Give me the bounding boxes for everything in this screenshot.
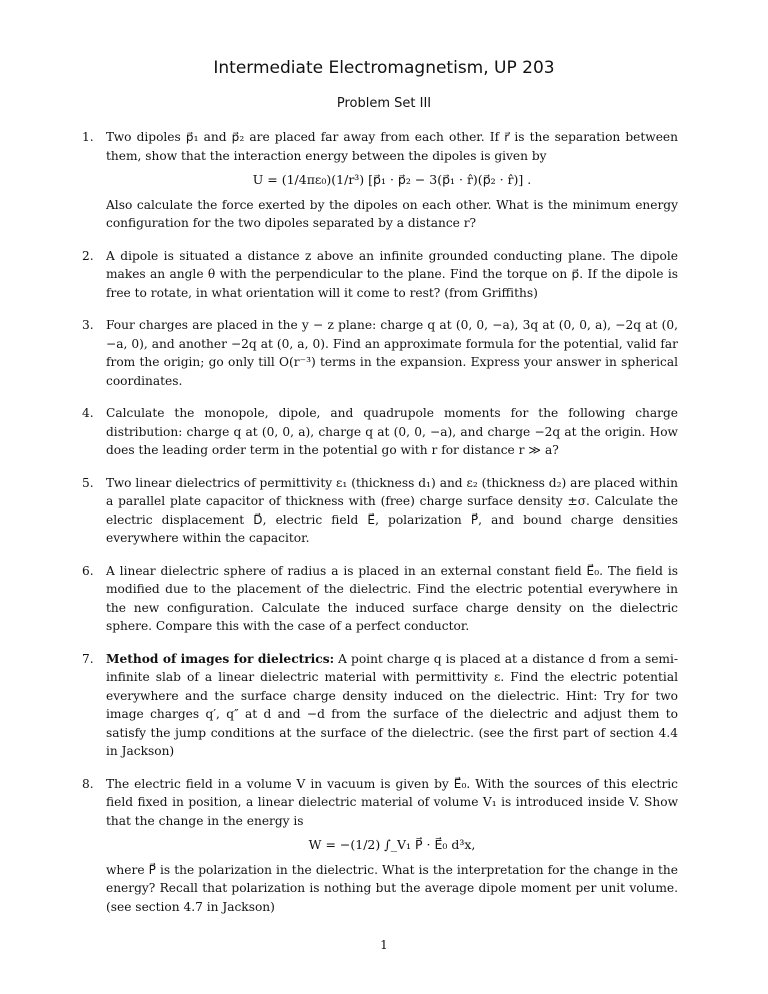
problem-text: Calculate the monopole, dipole, and quadrupole moments for the following charge distribution: charge q at (0, 0, a), charge q at (0, 0, −a), and charge −2q at the origin. How does the leading order term in the potential go with r for distance r ≫ a? (106, 406, 678, 457)
problem-7 (82, 650, 678, 761)
problem-2 (82, 247, 678, 303)
problem-text-wrapper (106, 650, 678, 761)
equation: W = −(1/2) ∫_V₁ P⃗ · E⃗₀ d³x, (308, 837, 476, 852)
problem-text: A linear dielectric sphere of radius a is placed in an external constant field E⃗₀. The field is modified due to the placement of the dielectric. Find the electric potential everywhere in the new configuration. Calculate the induced surface charge density on the dielectric sphere. Compare this with the case of a perfect conductor. (106, 563, 678, 633)
problem-6 (82, 562, 678, 636)
problem-number: 3. (82, 318, 94, 332)
problem-number: 4. (82, 406, 94, 420)
problem-text: A point charge q is placed at a distance d from a semi-infinite slab of a linear dielectric material with permittivity ε. Find the electric potential everywhere and the surface charge density induced on the dielectric. Hint: Try for two image charges q′, q″ at d and −d from the surface of the dielectric and adjust them to satisfy the jump conditions at the surface of the dielectric. (see the first part of section 4.4 in Jackson) (106, 651, 678, 758)
problem-number: 2. (82, 248, 94, 263)
problem-text: Two linear dielectrics of permittivity ε₁ (thickness d₁) and ε₂ (thickness d₂) are placed within a parallel plate capacitor of thickness with (free) charge surface density ±σ. Calculate the electric displacement D⃗, electric field E⃗, polarization P⃗, and bound charge densities everywhere within the capacitor. (106, 475, 678, 545)
problem-1 (82, 128, 678, 233)
problem-5 (82, 474, 678, 548)
problem-number: 6. (82, 563, 94, 578)
problem-4 (82, 404, 678, 460)
page-number: 1 (380, 938, 388, 952)
problem-text: Four charges are placed in the y − z plane: charge q at (0, 0, −a), 3q at (0, 0, a), −2q at (0, −a, 0), and another −2q at (0, a, 0). Find an approximate formula for the potential, valid far from the origin; go only till O(r⁻³) terms in the expansion. Express your answer in spherical coordinates. (106, 318, 678, 388)
page-title: Intermediate Electromagnetism, UP 203 (213, 58, 555, 78)
problem-number: 8. (82, 776, 94, 791)
problem-3 (82, 316, 678, 390)
problem-list (82, 128, 678, 930)
problem-text-continued: Also calculate the force exerted by the dipoles on each other. What is the minimum energy configuration for the two dipoles separated by a distance r? (106, 197, 678, 230)
problem-text: Two dipoles p⃗₁ and p⃗₂ are placed far away from each other. If r⃗ is the separation between them, show that the interaction energy between the dipoles is given by (106, 130, 678, 163)
page-subtitle: Problem Set III (336, 96, 432, 111)
problem-8 (82, 775, 678, 917)
problem-text-continued: where P⃗ is the polarization in the dielectric. What is the interpretation for the change in the energy? Recall that polarization is nothing but the average dipole moment per unit volume. (see section 4.7 in Jackson) (106, 862, 678, 914)
problem-number: 7. (82, 651, 94, 666)
problem-text: A dipole is situated a distance z above an infinite grounded conducting plane. The dipole makes an angle θ with the perpendicular to the plane. Find the torque on p⃗. If the dipole is free to rotate, in what orientation will it come to rest? (from Griffiths) (106, 248, 678, 300)
equation: U = (1/4πε₀)(1/r³) [p⃗₁ · p⃗₂ − 3(p⃗₁ · r̂)(p⃗₂ · r̂)] . (252, 172, 532, 187)
problem-number: 1. (82, 130, 94, 144)
problem-text: The electric field in a volume V in vacuum is given by E⃗₀. With the sources of this electric field fixed in position, a linear dielectric material of volume V₁ is introduced inside V. Show that the change in the energy is (106, 776, 678, 828)
problem-heading: Method of images for dielectrics: (106, 651, 335, 666)
problem-number: 5. (82, 475, 94, 490)
